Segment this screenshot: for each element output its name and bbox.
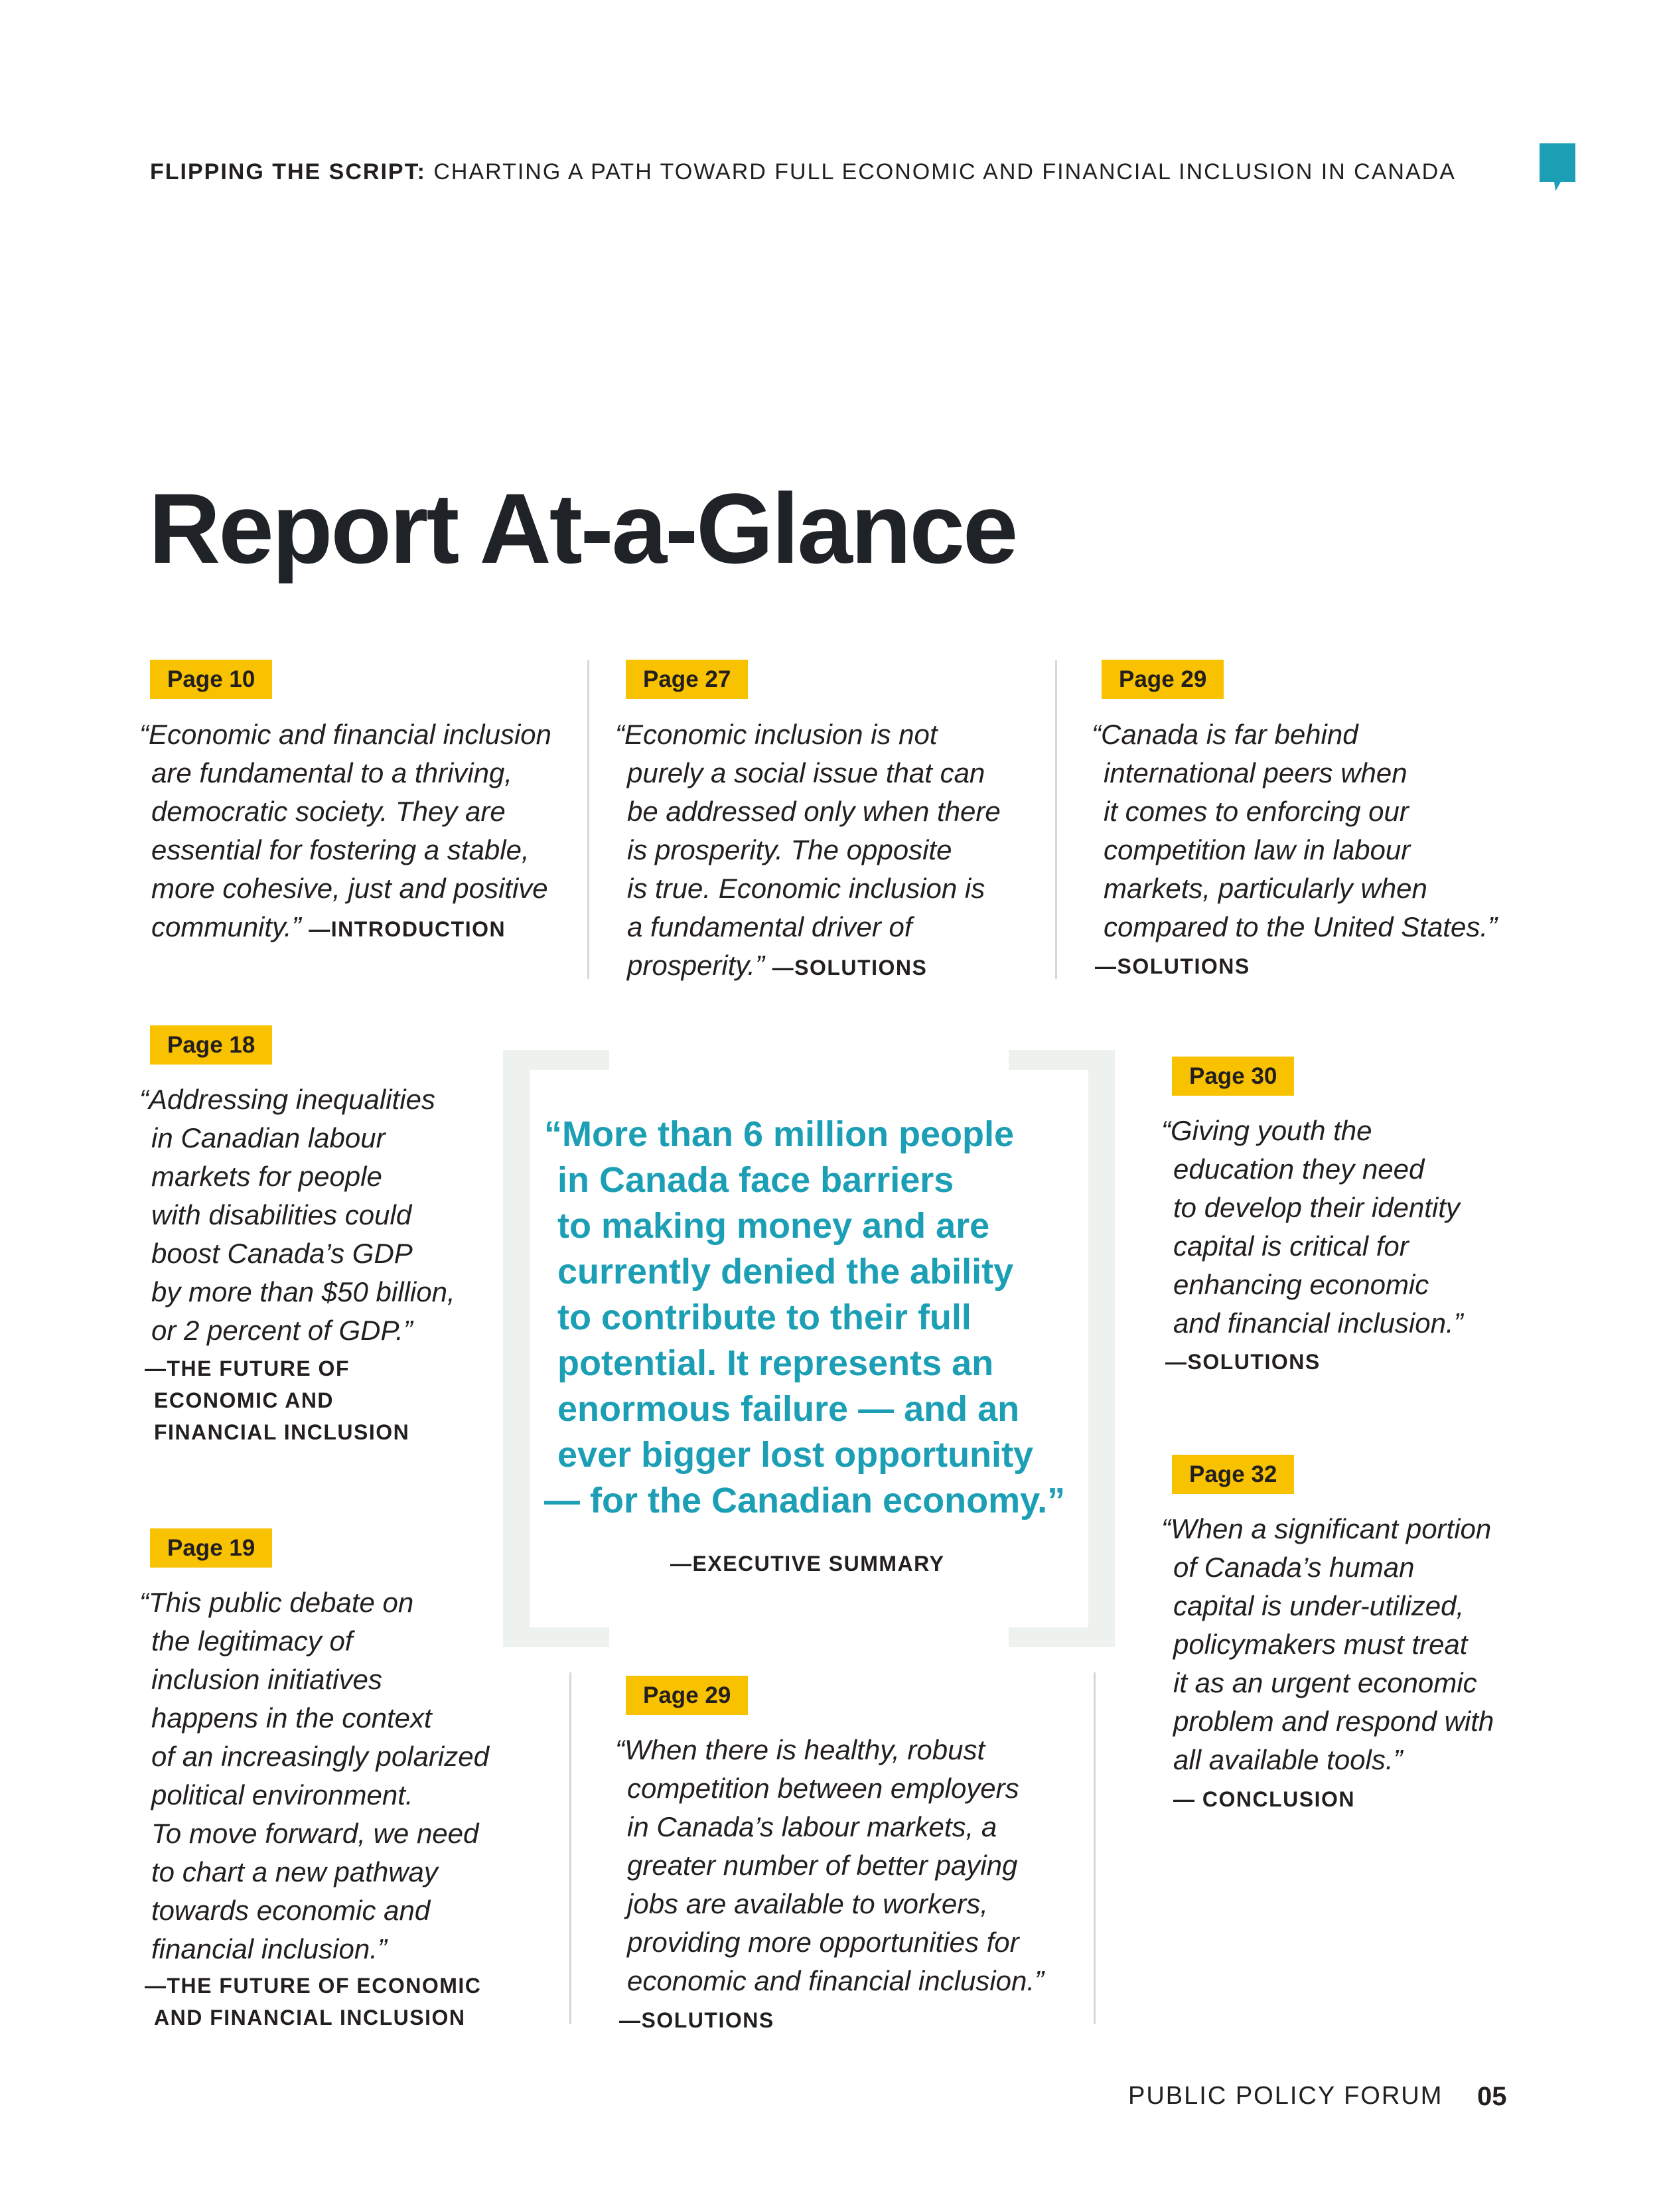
quote-line: competition between employers: [627, 1773, 1019, 1804]
quote-line: greater number of better paying: [627, 1850, 1018, 1881]
quote-line: providing more opportunities for: [627, 1927, 1019, 1958]
quote-solutions-29b: [615, 1731, 1044, 2000]
source-line: —THE FUTURE OF ECONOMIC: [145, 1974, 482, 1998]
quote-line: of an increasingly polarized: [151, 1741, 489, 1772]
footer-org: PUBLIC POLICY FORUM: [1128, 2082, 1443, 2110]
quote-line: boost Canada’s GDP: [151, 1238, 413, 1269]
quote-source: [145, 1970, 481, 2033]
quote-line: “When a significant portion: [1161, 1513, 1492, 1544]
quote-source: — CONCLUSION: [1173, 1787, 1355, 1811]
quote-line: more cohesive, just and positive: [151, 873, 548, 904]
divider-top-2: [1055, 660, 1057, 979]
page-tag: Page 18: [150, 1025, 272, 1065]
feature-line: in Canada face barriers: [557, 1160, 954, 1200]
quote-line: political environment.: [151, 1779, 413, 1810]
quote-line: education they need: [1173, 1153, 1425, 1185]
feature-line: ever bigger lost opportunity: [557, 1435, 1034, 1475]
quote-line: to develop their identity: [1173, 1192, 1460, 1223]
feature-line: to contribute to their full: [557, 1297, 972, 1337]
quote-line: capital is under-utilized,: [1173, 1590, 1465, 1621]
quote-line: or 2 percent of GDP.”: [151, 1315, 413, 1346]
quote-solutions-30: [1161, 1112, 1463, 1343]
quote-line: in Canada’s labour markets, a: [627, 1811, 997, 1842]
page-tag: Page 10: [150, 660, 272, 699]
quote-line: international peers when: [1104, 757, 1407, 788]
quote-line: is true. Economic inclusion is: [627, 873, 985, 904]
quote-line: compared to the United States.”: [1104, 911, 1497, 942]
feature-line: potential. It represents an: [557, 1343, 994, 1383]
quote-line: essential for fostering a stable,: [151, 834, 530, 865]
feature-line: to making money and are: [557, 1206, 990, 1246]
quote-solutions-27: [615, 715, 1001, 987]
quote-line: jobs are available to workers,: [627, 1888, 988, 1919]
quote-line: democratic society. They are: [151, 796, 506, 827]
quote-line: is prosperity. The opposite: [627, 834, 952, 865]
source-line: FINANCIAL INCLUSION: [154, 1420, 410, 1444]
quote-source: [145, 1353, 409, 1448]
quote-introduction: [139, 715, 551, 948]
page-tag: Page 30: [1172, 1057, 1294, 1096]
quote-line: community.”: [151, 911, 301, 942]
quote-line: it comes to enforcing our: [1104, 796, 1409, 827]
page-tag: Page 19: [150, 1528, 272, 1568]
quote-line: with disabilities could: [151, 1199, 412, 1230]
quote-source: —SOLUTIONS: [1095, 954, 1250, 978]
source-line: AND FINANCIAL INCLUSION: [154, 2006, 466, 2029]
quote-source: —SOLUTIONS: [619, 2008, 774, 2032]
quote-line: markets, particularly when: [1104, 873, 1427, 904]
quote-line: capital is critical for: [1173, 1230, 1409, 1262]
quote-line: enhancing economic: [1173, 1269, 1429, 1300]
quote-line: “Canada is far behind: [1092, 719, 1358, 750]
running-header: [150, 159, 1456, 185]
quote-line: financial inclusion.”: [151, 1933, 387, 1964]
source-line: ECONOMIC AND: [154, 1388, 334, 1412]
quote-line: towards economic and: [151, 1895, 431, 1926]
quote-line: problem and respond with: [1173, 1706, 1494, 1737]
quote-line: to chart a new pathway: [151, 1856, 438, 1887]
quote-solutions-29a: [1092, 715, 1497, 946]
page-tag: Page 29: [1102, 660, 1224, 699]
quote-line: markets for people: [151, 1161, 382, 1192]
quote-line: policymakers must treat: [1173, 1629, 1468, 1660]
page-number: 05: [1477, 2082, 1507, 2111]
page-tag: Page 27: [626, 660, 748, 699]
quote-line: of Canada’s human: [1173, 1552, 1415, 1583]
quote-future-18: [139, 1080, 455, 1350]
quote-line: it as an urgent economic: [1173, 1667, 1477, 1698]
divider-bottom-2: [1094, 1672, 1096, 2024]
feature-quote: [544, 1112, 1065, 1524]
page-title: Report At-a-Glance: [149, 473, 1017, 584]
quote-line: competition law in labour: [1104, 834, 1411, 865]
feature-line: currently denied the ability: [557, 1252, 1014, 1291]
quote-source: —SOLUTIONS: [1165, 1350, 1321, 1374]
quote-line: “Giving youth the: [1161, 1115, 1372, 1146]
quote-line: “Addressing inequalities: [139, 1084, 435, 1115]
quote-line: To move forward, we need: [151, 1818, 479, 1849]
divider-bottom-1: [569, 1672, 571, 2024]
quote-line: economic and financial inclusion.”: [627, 1965, 1045, 1996]
running-header-rest: CHARTING A PATH TOWARD FULL ECONOMIC AND FINANCIAL INCLUSION IN CANADA: [425, 159, 1456, 184]
quote-line: be addressed only when there: [627, 796, 1001, 827]
quote-line: “Economic and financial inclusion: [139, 719, 551, 750]
quote-line: “This public debate on: [139, 1587, 414, 1618]
feature-line: “More than 6 million people: [544, 1114, 1015, 1154]
quote-line: inclusion initiatives: [151, 1664, 382, 1695]
quote-line: purely a social issue that can: [627, 757, 985, 788]
feature-line: enormous failure — and an: [557, 1389, 1020, 1429]
quote-line: prosperity.”: [627, 950, 764, 981]
quote-line: all available tools.”: [1173, 1744, 1403, 1775]
quote-line: the legitimacy of: [151, 1625, 353, 1657]
quote-line: “Economic inclusion is not: [615, 719, 938, 750]
quote-line: by more than $50 billion,: [151, 1276, 455, 1307]
page-tag: Page 32: [1172, 1455, 1294, 1494]
quote-line: “When there is healthy, robust: [615, 1734, 985, 1765]
quote-line: in Canadian labour: [151, 1122, 386, 1153]
running-header-bold: FLIPPING THE SCRIPT:: [150, 159, 426, 184]
speech-flag-icon: [1538, 143, 1578, 196]
source-line: —THE FUTURE OF: [145, 1357, 350, 1380]
quote-line: happens in the context: [151, 1702, 432, 1733]
divider-top-1: [587, 660, 589, 979]
quote-future-19: [139, 1584, 489, 1968]
quote-source: —INTRODUCTION: [309, 917, 506, 941]
quote-line: are fundamental to a thriving,: [151, 757, 512, 788]
quote-source: —SOLUTIONS: [772, 956, 928, 980]
quote-line: a fundamental driver of: [627, 911, 912, 942]
quote-line: and financial inclusion.”: [1173, 1307, 1463, 1339]
page-tag: Page 29: [626, 1676, 748, 1715]
feature-line: — for the Canadian economy.”: [544, 1481, 1066, 1520]
quote-conclusion: [1161, 1510, 1494, 1779]
feature-source: —EXECUTIVE SUMMARY: [670, 1552, 945, 1576]
